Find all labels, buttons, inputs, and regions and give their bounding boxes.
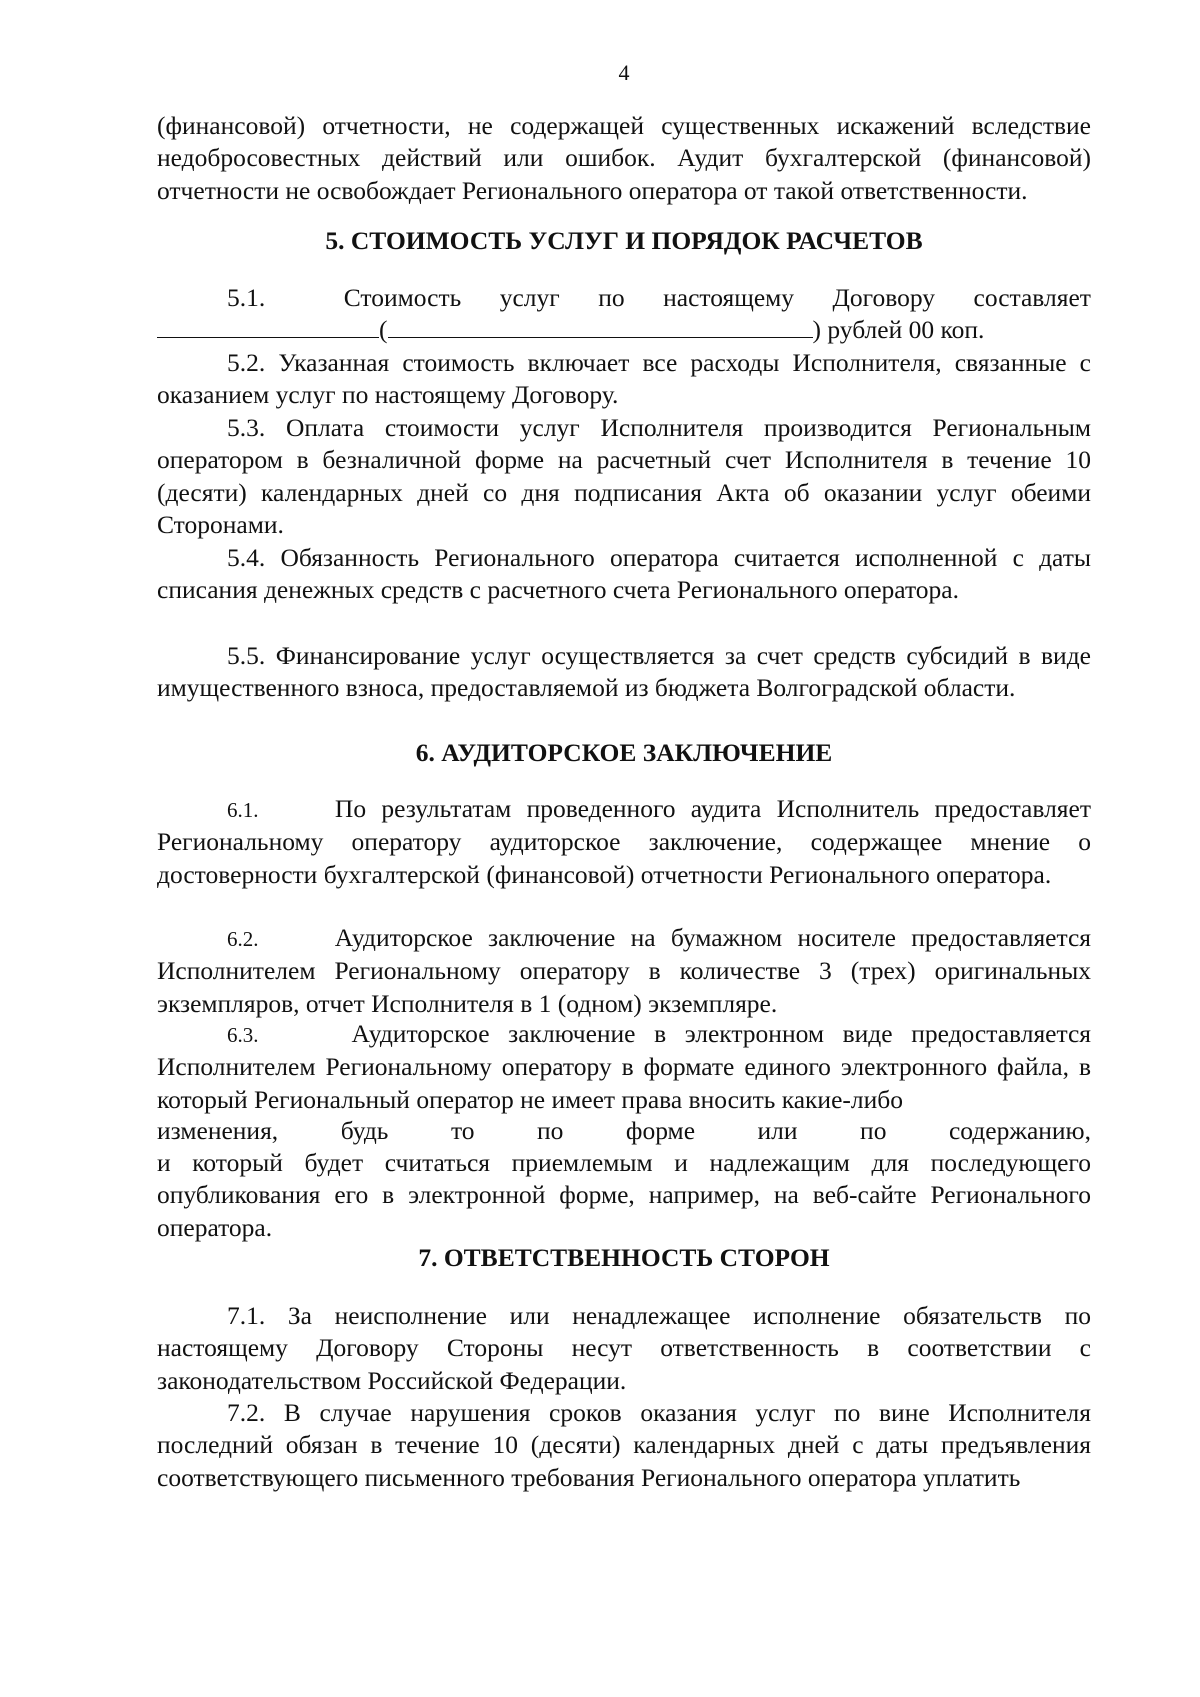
word: составляет (973, 283, 1091, 312)
clause-6-2-text: Аудиторское заключение на бумажном носителе предоставляется Исполнителем Региональному оператору в количестве 3 (трех) оригинальных экземпляров, отчет Исполнителя в 1 (одном) экземпляре. (157, 923, 1092, 1018)
clause-6-3-text-b: и который будет считаться приемлемым и надлежащим для последующего опубликования его в электронной форме, например, на веб-сайте Регионального оператора. (157, 1148, 1091, 1242)
clause-5-3: 5.3. Оплата стоимости услуг Исполнителя производится Региональным оператором в безналичной форме на расчетный счет Исполнителя в течение 10 (десяти) календарных дней со дня подписания Акта об оказании услуг обеими Сторонами. (157, 413, 1091, 539)
word: Стоимость (343, 283, 462, 312)
word: будь (340, 1116, 389, 1145)
amount-blank[interactable] (157, 315, 379, 338)
clause-6-3-text-a: Аудиторское заключение в электронном виде предоставляется Исполнителем Региональному оператору в формате единого электронного файла, в который Региональный оператор не имеет права вносить какие-либо (157, 1019, 1091, 1114)
clause-6-1-number: 6.1. (227, 798, 259, 822)
word: Договору (832, 283, 936, 312)
word: изменения, (157, 1116, 279, 1145)
clause-7-2: 7.2. В случае нарушения сроков оказания услуг по вине Исполнителя последний обязан в течение 10 (десяти) календарных дней с даты предъявления соответствующего письменного требования Регионального оператора уплатить (157, 1398, 1091, 1492)
section-7-title: 7. ОТВЕТСТВЕННОСТЬ СТОРОН (418, 1243, 830, 1272)
word: форме (625, 1116, 696, 1145)
word: по (860, 1116, 887, 1145)
word: по (598, 283, 625, 312)
word: то (450, 1116, 475, 1145)
clause-5-1-tail: ) рублей 00 коп. (812, 315, 985, 345)
word: настоящему (663, 283, 795, 312)
page-number: 4 (618, 60, 630, 85)
section-5-title: 5. СТОИМОСТЬ УСЛУГ И ПОРЯДОК РАСЧЕТОВ (325, 226, 923, 255)
section-6-title: 6. АУДИТОРСКОЕ ЗАКЛЮЧЕНИЕ (415, 738, 833, 767)
clause-6-3-justified-line (157, 1115, 1091, 1147)
clause-6-2 (157, 922, 1091, 1020)
word: содержанию, (948, 1116, 1091, 1145)
paren-open: ( (379, 315, 388, 345)
clause-6-1-text: По результатам проведенного аудита Исполнитель предоставляет Региональному оператору аудиторское заключение, содержащее мнение о достоверности бухгалтерской (финансовой) отчетности Регионального оператора. (157, 794, 1091, 889)
intro-paragraph: (финансовой) отчетности, не содержащей существенных искажений вследствие недобросовестных действий или ошибок. Аудит бухгалтерской (финансовой) отчетности не освобождает Регионального оператора от такой ответственности. (157, 111, 1091, 205)
clause-6-3-number: 6.3. (227, 1023, 259, 1047)
clause-5-1 (157, 282, 1091, 347)
clause-5-4: 5.4. Обязанность Регионального оператора считается исполненной с даты списания денежных средств с расчетного счета Регионального оператора. (157, 543, 1091, 605)
clause-6-1 (157, 793, 1091, 891)
clause-6-3 (157, 1018, 1091, 1116)
word: услуг (499, 283, 560, 312)
word: по (537, 1116, 564, 1145)
amount-words-blank[interactable] (388, 315, 813, 338)
clause-5-1-number: 5.1. (227, 283, 266, 312)
clause-6-2-number: 6.2. (227, 927, 259, 951)
clause-5-5: 5.5. Финансирование услуг осуществляется за счет средств субсидий в виде имущественного взноса, предоставляемой из бюджета Волгоградской области. (157, 641, 1091, 703)
word: или (757, 1116, 798, 1145)
clause-5-2: 5.2. Указанная стоимость включает все расходы Исполнителя, связанные с оказанием услуг по настоящему Договору. (157, 348, 1091, 410)
clause-7-1: 7.1. За неисполнение или ненадлежащее исполнение обязательств по настоящему Договору Стороны несут ответственность в соответствии с законодательством Российской Федерации. (157, 1301, 1091, 1395)
